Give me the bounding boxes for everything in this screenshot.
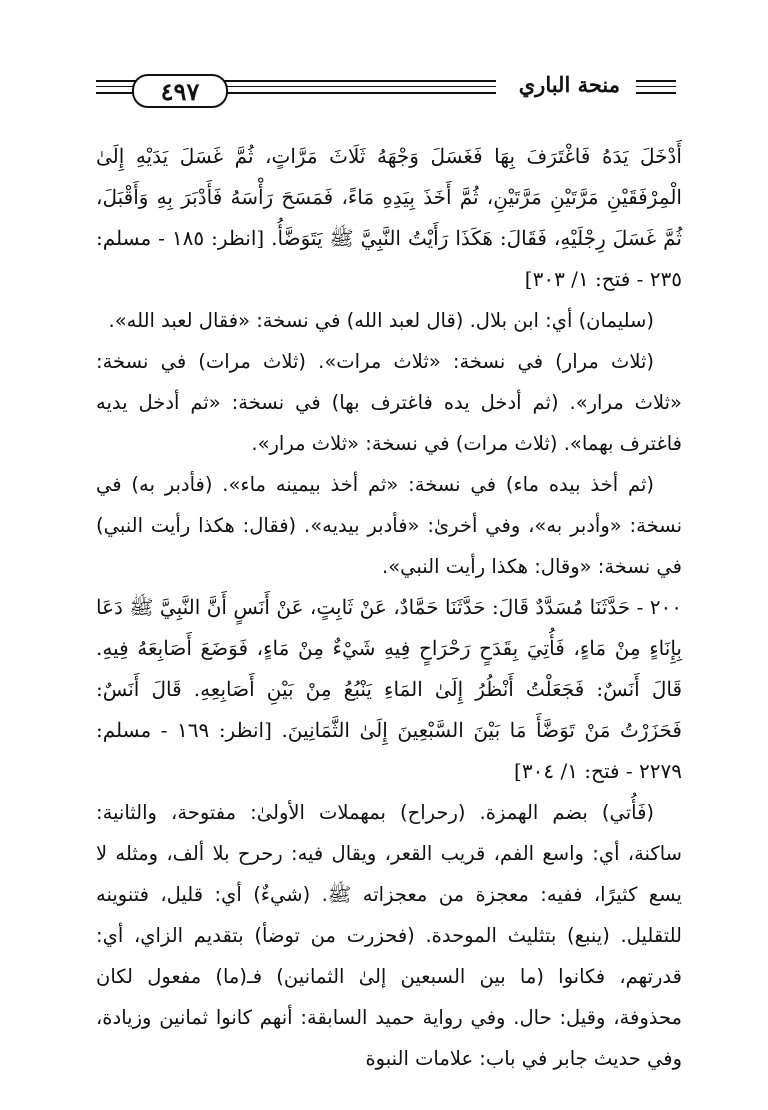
header-rule-right-top bbox=[636, 80, 676, 82]
commentary-paragraph: (ثم أخذ بيده ماء) في نسخة: «ثم أخذ بيمينه ماء». (فأدبر به) في نسخة: «وأدبر به»، وفي أخرىٰ: «فأدبر بيديه». (فقال: هكذا رأيت النبي) في نسخة: «وقال: هكذا رأيت النبي». bbox=[96, 473, 682, 578]
page-number-badge bbox=[132, 74, 228, 108]
page-number: ٤٩٧ bbox=[160, 76, 200, 106]
commentary-paragraph: (فَأُتي) بضم الهمزة. (رحراح) بمهملات الأولىٰ: مفتوحة، والثانية: ساكنة، أي: واسع الفم، قريب القعر، ويقال فيه: رحرح بلا ألف، ومثله لا يسع كثيرًا، ففيه: معجزة من معجزاته ﷺ. (شيءٌ) أي: قليل، فتنوينه للتقليل. (ينبع) بتثليث الموحدة. (فحزرت من توضأ) بتقديم الزاي، أي: قدرتهم، فكانوا (ما بين السبعين إلىٰ الثمانين) فـ(ما) مفعول لكان محذوفة، وقيل: حال. وفي رواية حميد السابقة: أنهم كانوا ثمانين وزيادة، وفي حديث جابر في باب: علامات النبوة bbox=[96, 801, 682, 1070]
running-title: منحة الباري bbox=[518, 72, 620, 97]
hadith-text: ٢٠٠ - حَدَّثَنَا مُسَدَّدٌ قَالَ: حَدَّثَنَا حَمَّادٌ، عَنْ ثَابِتٍ، عَنْ أَنَسٍ أَنَّ النَّبِيَّ ﷺ دَعَا بِإِنَاءٍ مِنْ مَاءٍ، فَأُتِيَ بِقَدَحٍ رَحْرَاحٍ فِيهِ شَيْءٌ مِنْ مَاءٍ، فَوَضَعَ أَصَابِعَهُ فِيهِ. قَالَ أَنَسٌ: فَجَعَلْتُ أَنْظُرُ إِلَىٰ المَاءِ يَنْبُعُ مِنْ بَيْنِ أَصَابِعِهِ. قَالَ أَنَسٌ: فَحَزَرْتُ مَنْ تَوَضَّأَ مَا بَيْنَ السَّبْعِينَ إِلَىٰ الثَّمَانِينَ. [انظر: ١٦٩ - مسلم: ٢٢٧٩ - فتح: ١/ ٣٠٤] bbox=[96, 595, 682, 783]
header-rule-center-top bbox=[222, 80, 496, 82]
header-rule-left-top bbox=[96, 80, 136, 82]
header-rule-left-mid bbox=[96, 86, 136, 87]
header-rule-right-bottom bbox=[636, 92, 676, 94]
header-rule-center-mid bbox=[222, 86, 496, 87]
header-rule-center-bottom bbox=[222, 92, 496, 94]
header-rule-right-mid bbox=[636, 86, 676, 87]
page-body bbox=[96, 136, 682, 1079]
commentary-paragraph: (سليمان) أي: ابن بلال. (قال لعبد الله) في نسخة: «فقال لعبد الله». bbox=[108, 309, 654, 332]
commentary-paragraph: (ثلاث مرار) في نسخة: «ثلاث مرات». (ثلاث مرات) في نسخة: «ثلاث مرار». (ثم أدخل يده فاغترف بها) في نسخة: «ثم أدخل يديه فاغترف بهما». (ثلاث مرات) في نسخة: «ثلاث مرار». bbox=[96, 350, 682, 455]
header-rule-left-bottom bbox=[96, 92, 136, 94]
page-header bbox=[96, 66, 680, 114]
hadith-text: أَدْخَلَ يَدَهُ فَاغْتَرَفَ بِهَا فَغَسَلَ وَجْهَهُ ثَلَاثَ مَرَّاتٍ، ثُمَّ غَسَلَ يَدَيْهِ إِلَىٰ الْمِرْفَقَيْنِ مَرَّتَيْنِ مَرَّتَيْنِ، ثُمَّ أَخَذَ بِيَدِهِ مَاءً، فَمَسَحَ رَأْسَهُ فَأَدْبَرَ بِهِ وَأَقْبَلَ، ثُمَّ غَسَلَ رِجْلَيْهِ، فَقَالَ: هَكَذَا رَأَيْتُ النَّبِيَّ ﷺ يَتَوَضَّأُ. [انظر: ١٨٥ - مسلم: ٢٣٥ - فتح: ١/ ٣٠٣] bbox=[96, 144, 683, 291]
